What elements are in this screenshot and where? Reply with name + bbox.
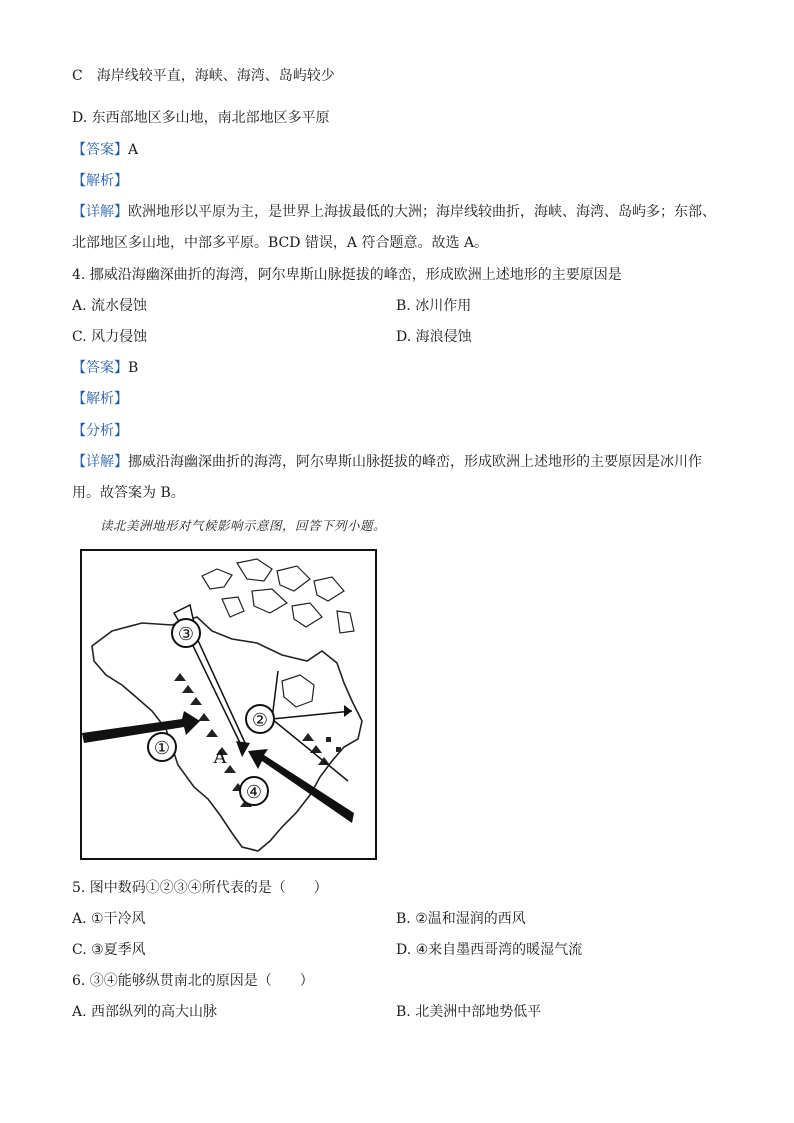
q6-stem: 6. ③④能够纵贯南北的原因是（ ） <box>72 973 314 989</box>
q4-detail-line1 <box>72 452 702 472</box>
q5-option-a: A. ①干冷风 <box>72 911 146 927</box>
q4-option-a: A. 流水侵蚀 <box>72 298 148 314</box>
detail-text: 欧洲地形以平原为主，是世界上海拔最低的大洲；海岸线较曲折，海峡、海湾、岛屿多；东部、 <box>128 204 716 220</box>
map-drawing <box>82 551 374 857</box>
detail-text: 挪威沿海幽深曲折的海湾，阿尔卑斯山脉挺拔的峰峦，形成欧洲上述地形的主要原因是冰川作 <box>128 454 702 470</box>
answer-tag: 【答案】 <box>72 360 128 376</box>
answer-value: B <box>128 360 139 376</box>
q4-fenxi-tag <box>72 421 128 441</box>
arrow-1 <box>82 711 200 743</box>
q3-analysis-tag <box>72 171 128 191</box>
q3-option-d: D. 东西部地区多山地，南北部地区多平原 <box>72 110 330 126</box>
arrow-2-head-east <box>344 705 352 717</box>
q3-answer <box>72 140 138 160</box>
q4-option-d: D. 海浪侵蚀 <box>396 329 472 345</box>
label-2: ② <box>251 710 269 731</box>
analysis-tag: 【解析】 <box>72 173 128 189</box>
q3-option-c: C 海岸线较平直，海峡、海湾、岛屿较少 <box>72 68 335 84</box>
q5-option-b: B. ②温和湿润的西风 <box>396 911 526 927</box>
q5-option-d: D. ④来自墨西哥湾的暖湿气流 <box>396 942 583 958</box>
label-a: A <box>213 747 227 768</box>
fenxi-tag: 【分析】 <box>72 423 128 439</box>
q5-option-c: C. ③夏季风 <box>72 942 146 958</box>
q4-answer <box>72 358 138 378</box>
q6-option-a: A. 西部纵列的高大山脉 <box>72 1004 218 1020</box>
answer-value: A <box>128 142 139 158</box>
detail-tag: 【详解】 <box>72 454 128 470</box>
label-1: ① <box>153 738 171 759</box>
answer-tag: 【答案】 <box>72 142 128 158</box>
detail-tag: 【详解】 <box>72 204 128 220</box>
arctic-islands <box>202 559 354 633</box>
q4-detail-line2: 用。故答案为 B。 <box>72 485 185 501</box>
label-4: ④ <box>245 782 263 803</box>
label-3: ③ <box>177 624 195 645</box>
q4-option-c: C. 风力侵蚀 <box>72 329 148 345</box>
analysis-tag: 【解析】 <box>72 391 128 407</box>
q5-stem: 5. 图中数码①②③④所代表的是（ ） <box>72 880 328 896</box>
q4-stem: 4. 挪威沿海幽深曲折的海湾，阿尔卑斯山脉挺拔的峰峦，形成欧洲上述地形的主要原因是 <box>72 267 622 283</box>
q6-option-b: B. 北美洲中部地势低平 <box>396 1004 542 1020</box>
q4-analysis-tag <box>72 389 128 409</box>
map-intro: 读北美洲地形对气候影响示意图，回答下列小题。 <box>100 518 387 533</box>
q4-option-b: B. 冰川作用 <box>396 298 472 314</box>
hudson-bay <box>282 675 314 707</box>
arrow-3-head <box>236 741 250 757</box>
q3-detail-line2: 北部地区多山地，中部多平原。BCD 错误，A 符合题意。故选 A。 <box>72 235 489 251</box>
arrow-2 <box>272 671 352 781</box>
q3-detail-line1 <box>72 202 716 222</box>
north-america-climate-map <box>80 549 377 860</box>
